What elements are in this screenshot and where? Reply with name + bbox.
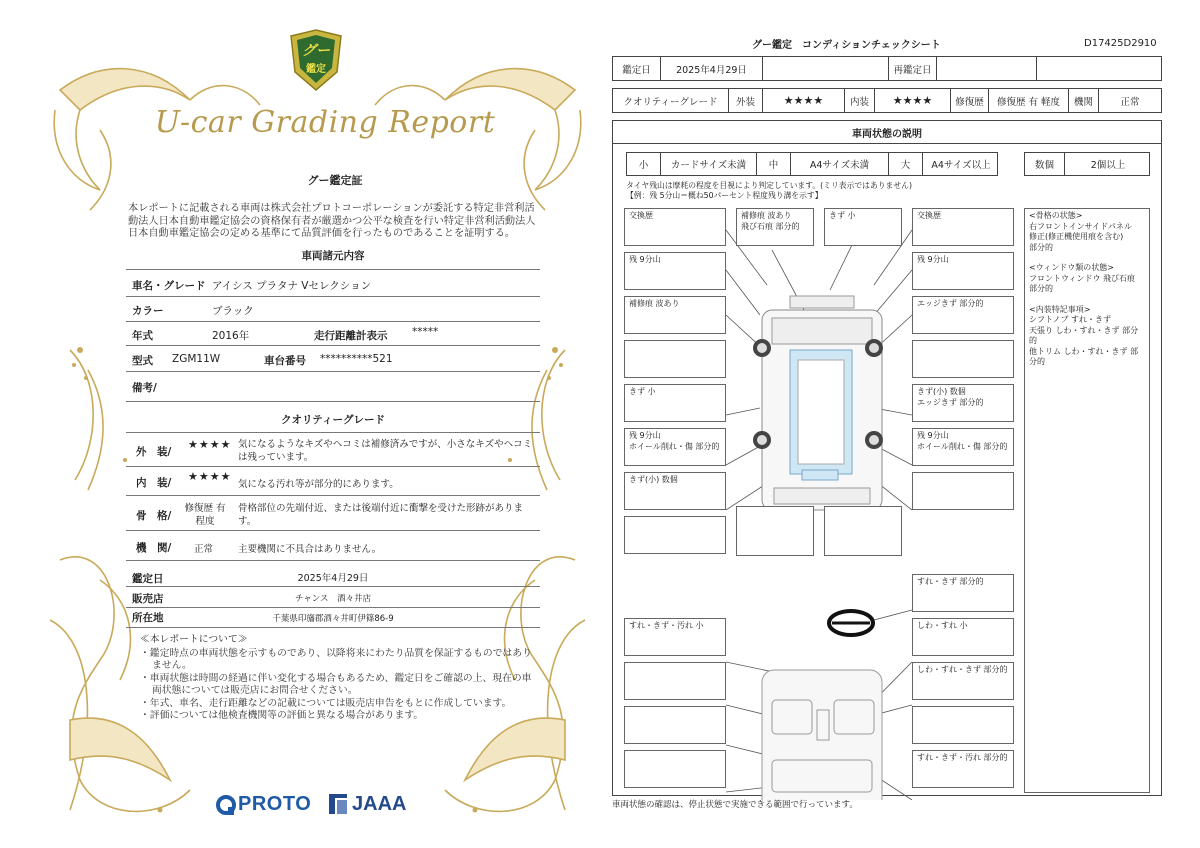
interior-box-left-1: すれ・きず・汚れ 小 [624, 618, 726, 656]
certificate-title: グー鑑定証 [307, 174, 363, 187]
remarks-label: 備考/ [132, 382, 157, 394]
exterior-box-left-1: 交換歴 [624, 208, 726, 246]
exterior-box-left-2: 残 9分山 [624, 252, 726, 290]
side-note-line: シフトノブ すれ・きず [1029, 315, 1112, 324]
count-desc: 2個以上 [1090, 160, 1126, 171]
date-row [612, 56, 1162, 81]
divider [126, 321, 540, 322]
divider [126, 296, 540, 297]
exterior-box-bottom-1 [736, 506, 814, 556]
year-value: 2016年 [212, 330, 250, 342]
exterior-box-right-3: エッジきず 部分的 [912, 296, 1014, 334]
model-label: 型式 [132, 355, 153, 367]
divider [126, 495, 540, 496]
date-label: 鑑定日 [613, 57, 661, 80]
interior-box-right-2: しわ・すれ・きず 部分的 [912, 662, 1014, 700]
steering-wheel-icon [829, 611, 873, 635]
interior-stars: ★★★★ [188, 470, 232, 483]
interior-text: 気になる汚れ等が部分的にあります。 [238, 479, 399, 490]
divider [126, 627, 540, 628]
repair-label: 修復歴 [951, 89, 989, 112]
exterior-box-left-3: 補修痕 波あり [624, 296, 726, 334]
side-note-line: <内装特記事項> [1029, 304, 1091, 314]
side-note-line: フロントウィンドウ 飛び石痕 部分的 [1029, 273, 1136, 293]
size-small-desc: カードサイズ未満 [661, 153, 757, 175]
certificate-intro: 本レポートに記載される車両は株式会社プロトコーポレーションが委託する特定非営利活動法人日本自動車鑑定協会の資格保有者が厳選かつ公平な検査を行い特定非営利活動法人日本自動車鑑定協会の定める基準にて品質評価を行ったものであることを証明する。 [128, 203, 536, 239]
color-value: ブラック [212, 305, 254, 317]
side-notes-panel [1024, 208, 1150, 793]
divider [126, 401, 540, 402]
chassis-value: **********521 [320, 353, 393, 365]
mileage-value: ***** [412, 326, 439, 338]
divider [126, 466, 540, 467]
specs-heading: 車両諸元内容 [301, 250, 365, 262]
interior-box-left-3 [624, 706, 726, 744]
exterior-box-bottom-2 [824, 506, 902, 556]
side-note-spacer [1029, 253, 1145, 263]
size-small: 小 [627, 153, 661, 175]
badge-top-text: グー [302, 43, 330, 59]
condition-check-sheet [612, 30, 1164, 820]
size-mid: 中 [757, 153, 791, 175]
exterior-box-right-5: きず(小) 数個 エッジきず 部分的 [912, 384, 1014, 422]
exterior-stars: ★★★★ [188, 438, 232, 451]
note-item: ・評価については他検査機関等の評価と異なる場合があります。 [140, 710, 424, 722]
jaaa-logo-icon [327, 792, 349, 816]
engine-label: 機関 [1069, 89, 1099, 112]
count-legend [1024, 152, 1150, 176]
jaaa-logo: JAAA [352, 793, 407, 815]
exterior-box-right-1: 交換歴 [912, 208, 1014, 246]
notes-list [140, 648, 540, 722]
tire-note-1: タイヤ残山は摩耗の程度を目視により判定しています。(ミリ表示ではありません) [626, 181, 912, 190]
repair-value: 修復歴 有 軽度 [989, 89, 1069, 112]
exterior-box-right-2: 残 9分山 [912, 252, 1014, 290]
exterior-box-left-5: きず 小 [624, 384, 726, 422]
quality-row [612, 88, 1162, 113]
side-note-line: <骨格の状態> [1029, 211, 1083, 220]
interior-box-left-2 [624, 662, 726, 700]
exterior-stars: ★★★★ [763, 89, 845, 112]
note-item: ・年式、車名、走行距離などの記載については販売店申告をもとに作成しています。 [140, 697, 512, 709]
exterior-text: 気になるようなキズやヘコミは補修済みですが、小さなキズやヘコミは残っています。 [238, 439, 533, 463]
engine-value: 正常 [1120, 96, 1140, 108]
frame-value: 修復歴 有 程度 [184, 503, 226, 527]
size-large-desc: A4サイズ以上 [931, 160, 991, 171]
divider [126, 586, 540, 587]
sheet-footer: 車両状態の確認は、停止状態で実施できる範囲で行っています。 [612, 800, 858, 810]
note-item: ・鑑定時点の車両状態を示すものであり、以降将来にわたり品質を保証するものではありません。 [140, 648, 532, 672]
size-large: 大 [889, 153, 923, 175]
shop-value: チャンス 酒々井店 [295, 594, 371, 604]
frame-text: 骨格部位の先端付近、または後端付近に衝撃を受けた形跡があります。 [238, 503, 524, 527]
divider [126, 607, 540, 608]
sheet-title: グー鑑定 コンディションチェックシート [752, 40, 941, 51]
engine-value: 正常 [194, 544, 214, 555]
notes-heading: ≪本レポートについて≫ [140, 634, 248, 645]
interior-label: 内装 [845, 89, 875, 112]
interior-box-left-4 [624, 750, 726, 788]
divider [126, 432, 540, 433]
divider [126, 371, 540, 372]
exterior-box-right-6: 残 9分山 ホイール削れ・傷 部分的 [912, 428, 1014, 466]
quality-label: クオリティーグレード [613, 89, 729, 112]
badge-bottom-text: 鑑定 [306, 64, 326, 75]
side-note-line: 他トリム しわ・すれ・きず 部分的 [1029, 346, 1139, 366]
proto-logo: PROTO [238, 793, 312, 815]
engine-label: 機 関/ [136, 542, 172, 554]
side-note-line: 修正(修正機使用痕を含む) [1029, 232, 1124, 241]
interior-label: 内 装/ [136, 477, 172, 489]
size-mid-desc: A4サイズ未満 [791, 153, 889, 175]
frame-label: 骨 格/ [136, 510, 172, 522]
redate-label: 再鑑定日 [889, 57, 937, 80]
side-note-spacer [1029, 295, 1145, 305]
divider [126, 560, 540, 561]
interior-stars: ★★★★ [875, 89, 951, 112]
divider [126, 345, 540, 346]
date-label: 鑑定日 [132, 573, 164, 585]
date-value: 2025年4月29日 [297, 573, 369, 584]
side-note-line: <ウィンドウ類の状態> [1029, 263, 1114, 272]
exterior-box-top-1: 補修痕 波あり 飛び石痕 部分的 [736, 208, 814, 246]
exterior-box-right-7 [912, 472, 1014, 510]
exterior-box-left-6: 残 9分山 ホイール削れ・傷 部分的 [624, 428, 726, 466]
interior-box-right-4: すれ・きず・汚れ 部分的 [912, 750, 1014, 788]
redate-value [937, 57, 1037, 80]
tire-note-2: 【例：残 5分山＝概ね50パーセント程度残り溝を示す】 [626, 191, 823, 200]
model-value: ZGM11W [172, 353, 221, 365]
exterior-label: 外装 [729, 89, 763, 112]
side-note-line: 天張り しわ・すれ・きず 部分的 [1029, 325, 1139, 345]
exterior-box-right-4 [912, 340, 1014, 378]
color-label: カラー [132, 305, 164, 317]
grading-certificate [40, 20, 595, 835]
script-title: U-car Grading Report [154, 105, 496, 140]
exterior-label: 外 装/ [136, 446, 172, 458]
condition-heading: 車両状態の説明 [612, 120, 1162, 144]
interior-box-steering: すれ・きず 部分的 [912, 574, 1014, 612]
note-item: ・車両状態は時間の経過に伴い変化する場合もあるため、鑑定日をご確認の上、現在の車両状態については販売店にお問合せください。 [140, 672, 532, 697]
count-label: 数個 [1025, 153, 1065, 175]
exterior-box-left-7: きず(小) 数個 [624, 472, 726, 510]
car-top-view [753, 296, 883, 510]
exterior-box-left-4 [624, 340, 726, 378]
interior-box-right-3 [912, 706, 1014, 744]
exterior-box-left-8 [624, 516, 726, 554]
engine-text: 主要機関に不具合はありません。 [238, 544, 382, 555]
address-label: 所在地 [132, 612, 164, 624]
name-value: アイシス プラタナ Vセレクション [212, 280, 372, 292]
year-label: 年式 [132, 330, 153, 342]
exterior-box-top-2: きず 小 [824, 208, 902, 246]
side-note-line: 右フロントインサイドパネル [1029, 221, 1132, 231]
size-legend [626, 152, 998, 176]
side-note-line: 部分的 [1029, 242, 1053, 252]
date-value: 2025年4月29日 [661, 57, 763, 80]
sheet-id: D17425D2910 [1084, 38, 1157, 49]
mileage-label: 走行距離計表示 [314, 330, 388, 342]
shop-label: 販売店 [132, 593, 164, 605]
divider [126, 530, 540, 531]
proto-logo-icon [216, 795, 236, 817]
quality-heading: クオリティーグレード [281, 414, 385, 426]
date-empty [763, 57, 889, 80]
address-value: 千葉県印旛郡酒々井町伊篠86-9 [272, 614, 394, 624]
car-interior-view [762, 670, 882, 800]
name-label: 車名・グレード [132, 280, 206, 292]
chassis-label: 車台番号 [264, 355, 306, 367]
divider [126, 269, 540, 270]
interior-box-right-1: しわ・すれ 小 [912, 618, 1014, 656]
